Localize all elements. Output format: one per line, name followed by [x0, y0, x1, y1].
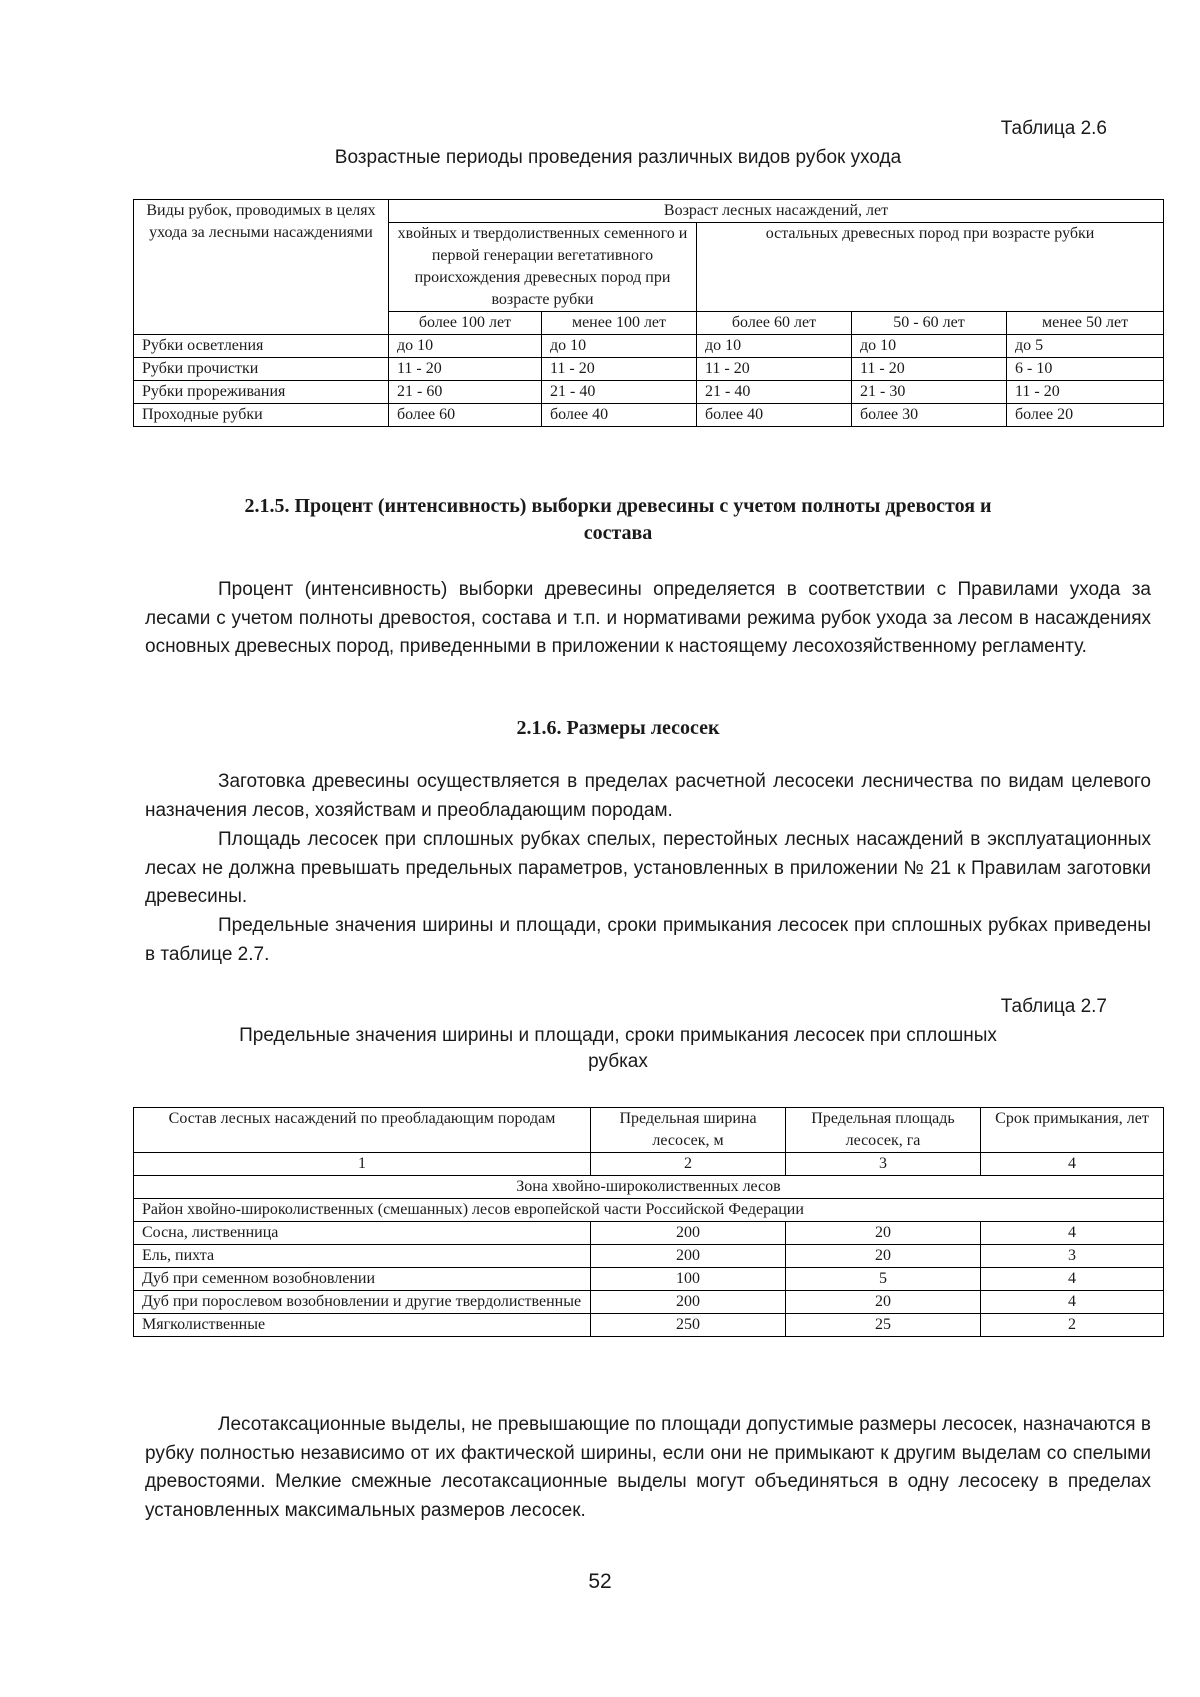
table-cell: 11 - 20 [852, 358, 1007, 381]
closing-paragraph: Лесотаксационные выделы, не превышающие по площади допустимые размеры лесосек, назначаются в рубку полностью независимо от их фактической ширины, если они не примыкают к другим выделам со спелыми древостоями. Мелкие смежные лесотаксационные выделы могут объединяться в одну лесосеку в пределах установленных максимальных размеров лесосек. [145, 1414, 1151, 1521]
table-cell: 200 [591, 1222, 786, 1245]
table-cell: 4 [981, 1268, 1164, 1291]
heading-line: состава [583, 522, 653, 544]
table-cell: 20 [786, 1291, 981, 1314]
table-cell: 2 [981, 1314, 1164, 1337]
row-label: Мягколиственные [134, 1314, 591, 1337]
subheader-cell: более 60 лет [697, 312, 852, 335]
table-cell: 250 [591, 1314, 786, 1337]
table-cell: 11 - 20 [389, 358, 542, 381]
table-2-6-title: Возрастные периоды проведения различных видов рубок ухода [334, 147, 902, 168]
table-cell: до 10 [389, 335, 542, 358]
header-group-conifer: хвойных и твердолиственных семенного и первой генерации вегетативного происхождения древесных пород при возрасте рубки [389, 223, 697, 312]
row-label: Проходные рубки [134, 404, 389, 427]
region-row: Район хвойно-широколиственных (смешанных) лесов европейской части Российской Федерации [134, 1199, 1164, 1222]
section-2-1-6-paragraph-1: Заготовка древесины осуществляется в пределах расчетной лесосеки лесничества по видам целевого назначения лесов, хозяйствам и преобладающим породам. [145, 771, 1151, 821]
table-cell: 21 - 40 [542, 381, 697, 404]
table-cell: 21 - 30 [852, 381, 1007, 404]
column-number: 3 [786, 1153, 981, 1176]
subheader-cell: менее 50 лет [1007, 312, 1164, 335]
table-cell: 21 - 40 [697, 381, 852, 404]
table-2-7-title [140, 1023, 1096, 1075]
header-area: Предельная площадь лесосек, га [786, 1108, 981, 1153]
header-cut-types: Виды рубок, проводимых в целях ухода за лесными насаждениями [134, 200, 389, 335]
table-cell: до 10 [697, 335, 852, 358]
subheader-cell: 50 - 60 лет [852, 312, 1007, 335]
table-2-6 [133, 199, 1164, 427]
subheader-cell: более 100 лет [389, 312, 542, 335]
table-cell: 20 [786, 1245, 981, 1268]
table-cell: 3 [981, 1245, 1164, 1268]
table-row [134, 1222, 1164, 1245]
section-2-1-6-heading: 2.1.6. Размеры лесосек [516, 717, 720, 739]
table-row [134, 1268, 1164, 1291]
table-cell: более 30 [852, 404, 1007, 427]
table-row [134, 404, 1164, 427]
table-cell: 11 - 20 [542, 358, 697, 381]
table-cell: 6 - 10 [1007, 358, 1164, 381]
page-number: 52 [588, 1570, 612, 1593]
table-row [134, 1245, 1164, 1268]
table-cell: 21 - 60 [389, 381, 542, 404]
row-label: Рубки прочистки [134, 358, 389, 381]
table-cell: до 10 [542, 335, 697, 358]
table-cell: более 20 [1007, 404, 1164, 427]
table-cell: 20 [786, 1222, 981, 1245]
table-cell: 200 [591, 1291, 786, 1314]
section-2-1-5-heading [140, 493, 1096, 547]
row-label: Ель, пихта [134, 1245, 591, 1268]
header-composition: Состав лесных насаждений по преобладающим породам [134, 1108, 591, 1153]
row-label: Рубки прореживания [134, 381, 389, 404]
zone-row: Зона хвойно-широколиственных лесов [134, 1176, 1164, 1199]
table-cell: 11 - 20 [697, 358, 852, 381]
table-cell: 4 [981, 1291, 1164, 1314]
table-2-7 [133, 1107, 1164, 1337]
table-cell: до 5 [1007, 335, 1164, 358]
row-label: Рубки осветления [134, 335, 389, 358]
table-cell: более 40 [542, 404, 697, 427]
section-2-1-6-paragraph-3: Предельные значения ширины и площади, сроки примыкания лесосек при сплошных рубках приведены в таблице 2.7. [145, 915, 1151, 965]
row-label: Дуб при порослевом возобновлении и другие твердолиственные [134, 1291, 591, 1314]
heading-line: 2.1.5. Процент (интенсивность) выборки древесины с учетом полноты древостоя и [244, 495, 992, 517]
subheader-cell: менее 100 лет [542, 312, 697, 335]
title-line: рубках [588, 1051, 648, 1072]
table-cell: 11 - 20 [1007, 381, 1164, 404]
column-number: 4 [981, 1153, 1164, 1176]
table-cell: 4 [981, 1222, 1164, 1245]
table-cell: более 40 [697, 404, 852, 427]
table-cell: 200 [591, 1245, 786, 1268]
section-2-1-6-paragraph-2: Площадь лесосек при сплошных рубках спелых, перестойных лесных насаждений в эксплуатационных лесах не должна превышать предельных параметров, установленных в приложении № 21 к Правилам заготовки древесины. [145, 829, 1151, 907]
header-width: Предельная ширина лесосек, м [591, 1108, 786, 1153]
table-row [134, 381, 1164, 404]
table-cell: 5 [786, 1268, 981, 1291]
column-number: 1 [134, 1153, 591, 1176]
table-cell: более 60 [389, 404, 542, 427]
table-cell: до 10 [852, 335, 1007, 358]
table-row [134, 1314, 1164, 1337]
title-line: Предельные значения ширины и площади, сроки примыкания лесосек при сплошных [239, 1025, 997, 1046]
table-2-6-label: Таблица 2.6 [1000, 118, 1107, 139]
table-2-7-label: Таблица 2.7 [1000, 996, 1107, 1017]
table-cell: 25 [786, 1314, 981, 1337]
row-label: Сосна, лиственница [134, 1222, 591, 1245]
header-group-other: остальных древесных пород при возрасте рубки [697, 223, 1164, 312]
table-row [134, 1291, 1164, 1314]
column-number: 2 [591, 1153, 786, 1176]
table-row [134, 358, 1164, 381]
section-2-1-5-paragraph: Процент (интенсивность) выборки древесины определяется в соответствии с Правилами ухода за лесами с учетом полноты древостоя, состава и т.п. и нормативами режима рубок ухода за лесом в насаждениях основных древесных пород, приведенными в приложении к настоящему лесохозяйственному регламенту. [145, 579, 1151, 657]
header-stand-age: Возраст лесных насаждений, лет [389, 200, 1164, 223]
table-cell: 100 [591, 1268, 786, 1291]
header-term: Срок примыкания, лет [981, 1108, 1164, 1153]
row-label: Дуб при семенном возобновлении [134, 1268, 591, 1291]
table-row [134, 335, 1164, 358]
